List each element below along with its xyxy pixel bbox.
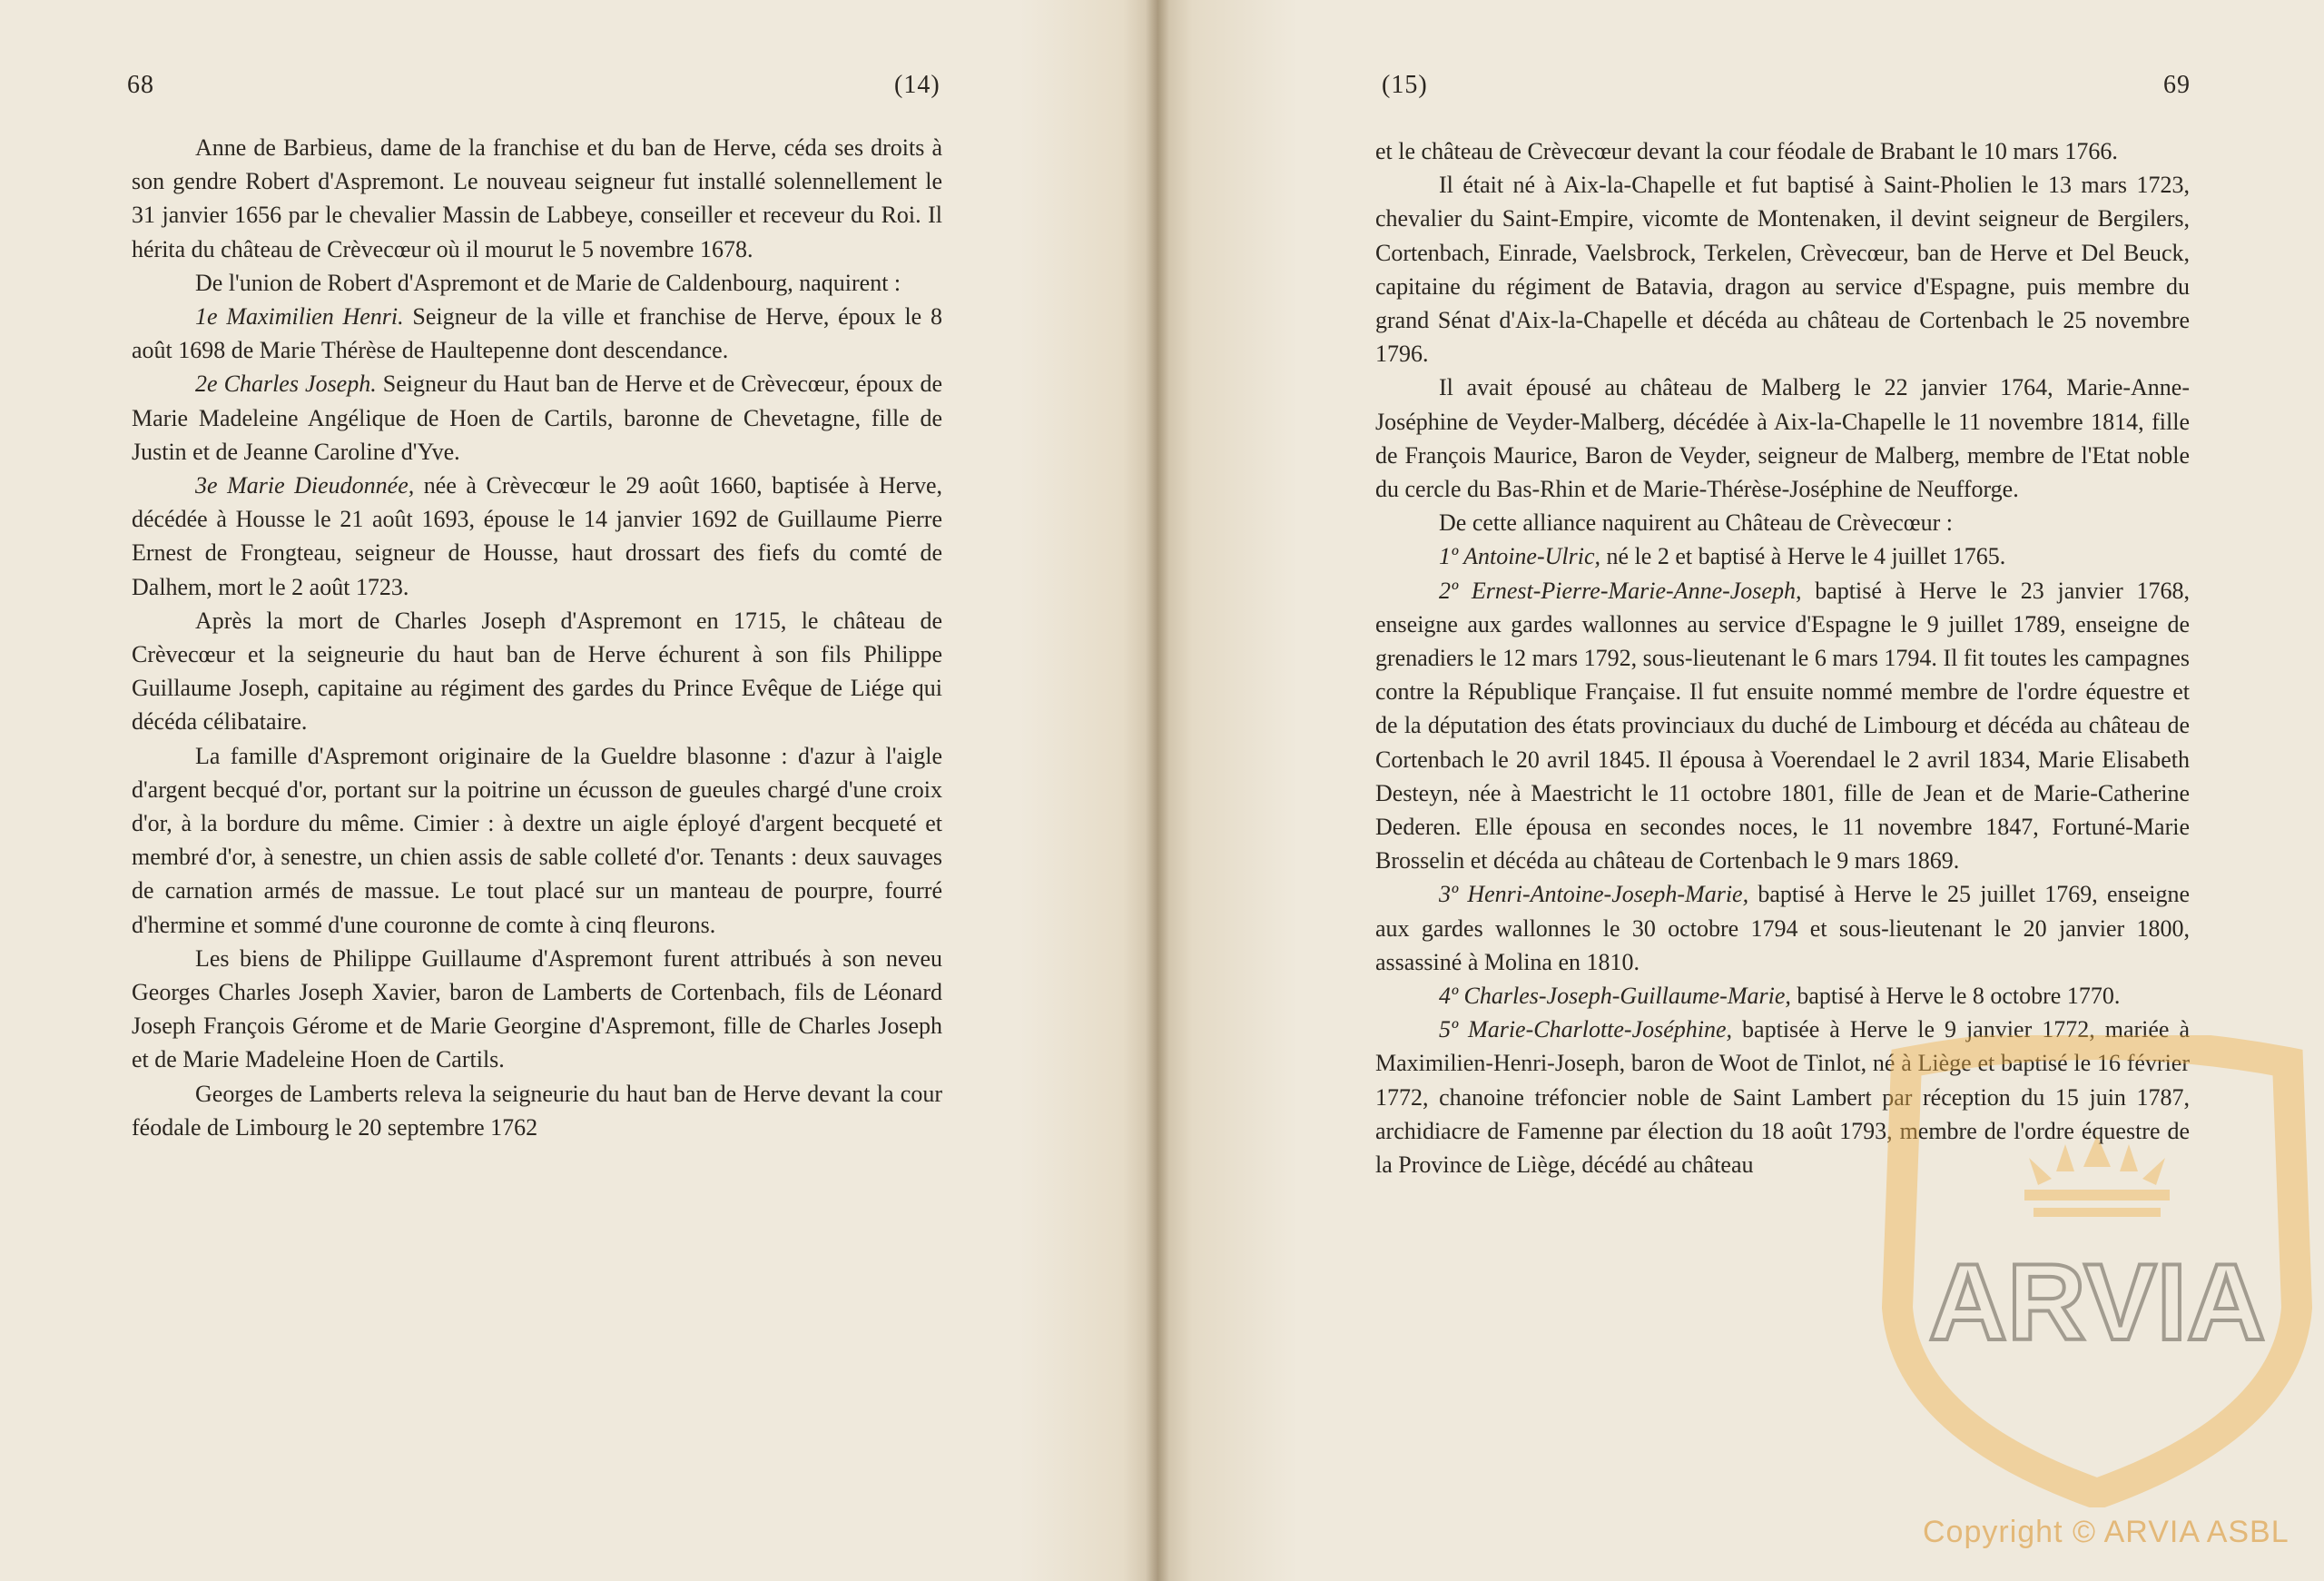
paragraph [1375, 574, 2190, 878]
entry-text: Seigneur du Haut ban de Herve et de Crèvecœur, époux de Marie Madeleine Angélique de Hoen de Cartils, baronne de Chevetagne, fille de Justin et de Jeanne Caroline d'Yve. [132, 371, 942, 465]
entry-text: baptisé à Herve le 23 janvier 1768, enseigne aux gardes wallonnes au service d'Espagne le 9 juillet 1789, enseigne de grenadiers le 12 mars 1792, sous-lieutenant le 6 mars 1794. Il fit toutes les campagnes contre la République Française. Il fut ensuite nommé membre de l'ordre équestre et de la députation des états provinciaux du duché de Limbourg et décéda au château de Cortenbach le 20 avril 1845. Il épousa à Voerendael le 2 avril 1834, Marie Elisabeth Desteyn, née à Maestricht le 11 octobre 1801, fille de Jean et de Marie-Catherine Dederen. Elle épousa en secondes noces, le 11 novembre 1847, Fortuné-Marie Brosselin et décéda au château de Cortenbach le 9 mars 1869. [1375, 577, 2190, 874]
arvia-shield-logo [1870, 1035, 2324, 1507]
paragraph: De l'union de Robert d'Aspremont et de Marie de Caldenbourg, naquirent : [195, 269, 901, 296]
page-number: 68 [127, 71, 154, 99]
paragraph: Après la mort de Charles Joseph d'Aspremont en 1715, le château de Crèvecœur et la seigneurie du haut ban de Herve échurent à son fils Philippe Guillaume Joseph, capitaine au régiment des gardes du Prince Evêque de Liége qui décéda célibataire. [132, 607, 942, 736]
running-header: (14) [894, 71, 940, 99]
paragraph [132, 300, 942, 367]
entry-text: né le 2 et baptisé à Herve le 4 juillet 1765. [1600, 543, 2006, 570]
paragraph [1375, 877, 2190, 979]
entry-name: 1º Antoine-Ulric, [1439, 543, 1601, 570]
entry-name: 5º Marie-Charlotte-Joséphine, [1439, 1016, 1733, 1043]
paragraph: et le château de Crèvecœur devant la cour féodale de Brabant le 10 mars 1766. [1375, 138, 2118, 164]
entry-text: baptisée à Herve le 9 janvier 1772, mariée à Maximilien-Henri-Joseph, baron de Woot de Tinlot, né à Liège et baptisé le 16 février 1772, chanoine tréfoncier noble de Saint Lambert par réception du 15 juin 1787, archidiacre de Famenne par élection du 18 août 1793, membre de l'ordre équestre de la Province de Liège, décédé au château [1375, 1016, 2190, 1179]
paragraph: Georges de Lamberts releva la seigneurie du haut ban de Herve devant la cour féodale de Limbourg le 20 septembre 1762 [132, 1080, 942, 1141]
entry-name: 4º Charles-Joseph-Guillaume-Marie, [1439, 983, 1791, 1010]
logo-text: ARVIA [1928, 1241, 2266, 1363]
page-body [1375, 134, 2190, 1181]
entry-text: baptisé à Herve le 25 juillet 1769, enseigne aux gardes wallonnes le 30 octobre 1794 et sous-lieutenant le 20 janvier 1800, assassiné à Molina en 1810. [1375, 881, 2190, 975]
paragraph: Il était né à Aix-la-Chapelle et fut baptisé à Saint-Pholien le 13 mars 1723, chevalier du Saint-Empire, vicomte de Montenaken, il devint seigneur de Bergilers, Cortenbach, Einrade, Vaelsbrock, Terkelen, Crèvecœur, ban de Herve et Del Beuck, capitaine du régiment de Batavia, dragon au service d'Espagne, puis membre du grand Sénat d'Aix-la-Chapelle et décéda au château de Cortenbach le 25 novembre 1796. [1375, 172, 2190, 368]
paragraph [1375, 979, 2190, 1013]
running-header: (15) [1382, 71, 1428, 99]
paragraph: Les biens de Philippe Guillaume d'Aspremont furent attribués à son neveu Georges Charles Joseph Xavier, baron de Lamberts de Cortenbach, fils de Léonard Joseph François Gérome et de Marie Georgine d'Aspremont, fille de Charles Joseph et de Marie Madeleine Hoen de Cartils. [132, 944, 942, 1073]
paragraph: Anne de Barbieus, dame de la franchise et du ban de Herve, céda ses droits à son gendre Robert d'Aspremont. Le nouveau seigneur fut installé solennellement le 31 janvier 1656 par le chevalier Massin de Labbeye, conseiller et receveur du Roi. Il hérita du château de Crèvecœur où il mourut le 5 novembre 1678. [132, 134, 942, 262]
paragraph [132, 367, 942, 469]
entry-name: 1e Maximilien Henri. [195, 303, 404, 331]
paragraph [1375, 539, 2190, 573]
page-body [132, 131, 942, 1144]
entry-name: 3e Marie Dieudonnée, [195, 472, 415, 499]
entry-text: née à Crèvecœur le 29 août 1660, baptisée à Herve, décédée à Housse le 21 août 1693, épouse le 14 janvier 1692 de Guillaume Pierre Ernest de Frongteau, seigneur de Housse, haut drossart des fiefs du comté de Dalhem, mort le 2 août 1723. [132, 472, 942, 600]
book-gutter [1146, 0, 1169, 1581]
entry-name: 2º Ernest-Pierre-Marie-Anne-Joseph, [1439, 577, 1802, 604]
paragraph: La famille d'Aspremont originaire de la Gueldre blasonne : d'azur à l'aigle d'argent becqué d'or, portant sur la poitrine un écusson de gueules chargé d'une croix d'or, à la bordure du même. Cimier : à dextre un aigle éployé d'argent becqueté et membré d'or, à senestre, un chien assis de sable colleté d'or. Tenants : deux sauvages de carnation armés de massue. Le tout placé sur un manteau de pourpre, fourré d'hermine et sommé d'une couronne de comte à cinq fleurons. [132, 742, 942, 938]
entry-text: baptisé à Herve le 8 octobre 1770. [1790, 983, 2121, 1010]
page-number: 69 [2163, 71, 2191, 99]
sunburst-icon [2024, 1135, 2170, 1217]
entry-name: 2e Charles Joseph. [195, 371, 377, 398]
paragraph: De cette alliance naquirent au Château de Crèvecœur : [1439, 509, 1953, 537]
entry-text: Seigneur de la ville et franchise de Herve, époux le 8 août 1698 de Marie Thérèse de Haultepenne dont descendance. [132, 303, 942, 364]
left-page [0, 0, 1157, 1581]
paragraph: Il avait épousé au château de Malberg le 22 janvier 1764, Marie-Anne-Joséphine de Veyder-Malberg, décédée à Aix-la-Chapelle le 11 novembre 1814, fille de François Maurice, Baron de Veyder, seigneur de Malberg, membre de l'Etat noble du cercle du Bas-Rhin et de Marie-Thérèse-Joséphine de Neufforge. [1375, 374, 2190, 503]
entry-name: 3º Henri-Antoine-Joseph-Marie, [1439, 881, 1749, 908]
copyright-notice: Copyright © ARVIA ASBL [1923, 1515, 2290, 1549]
paragraph [132, 469, 942, 604]
